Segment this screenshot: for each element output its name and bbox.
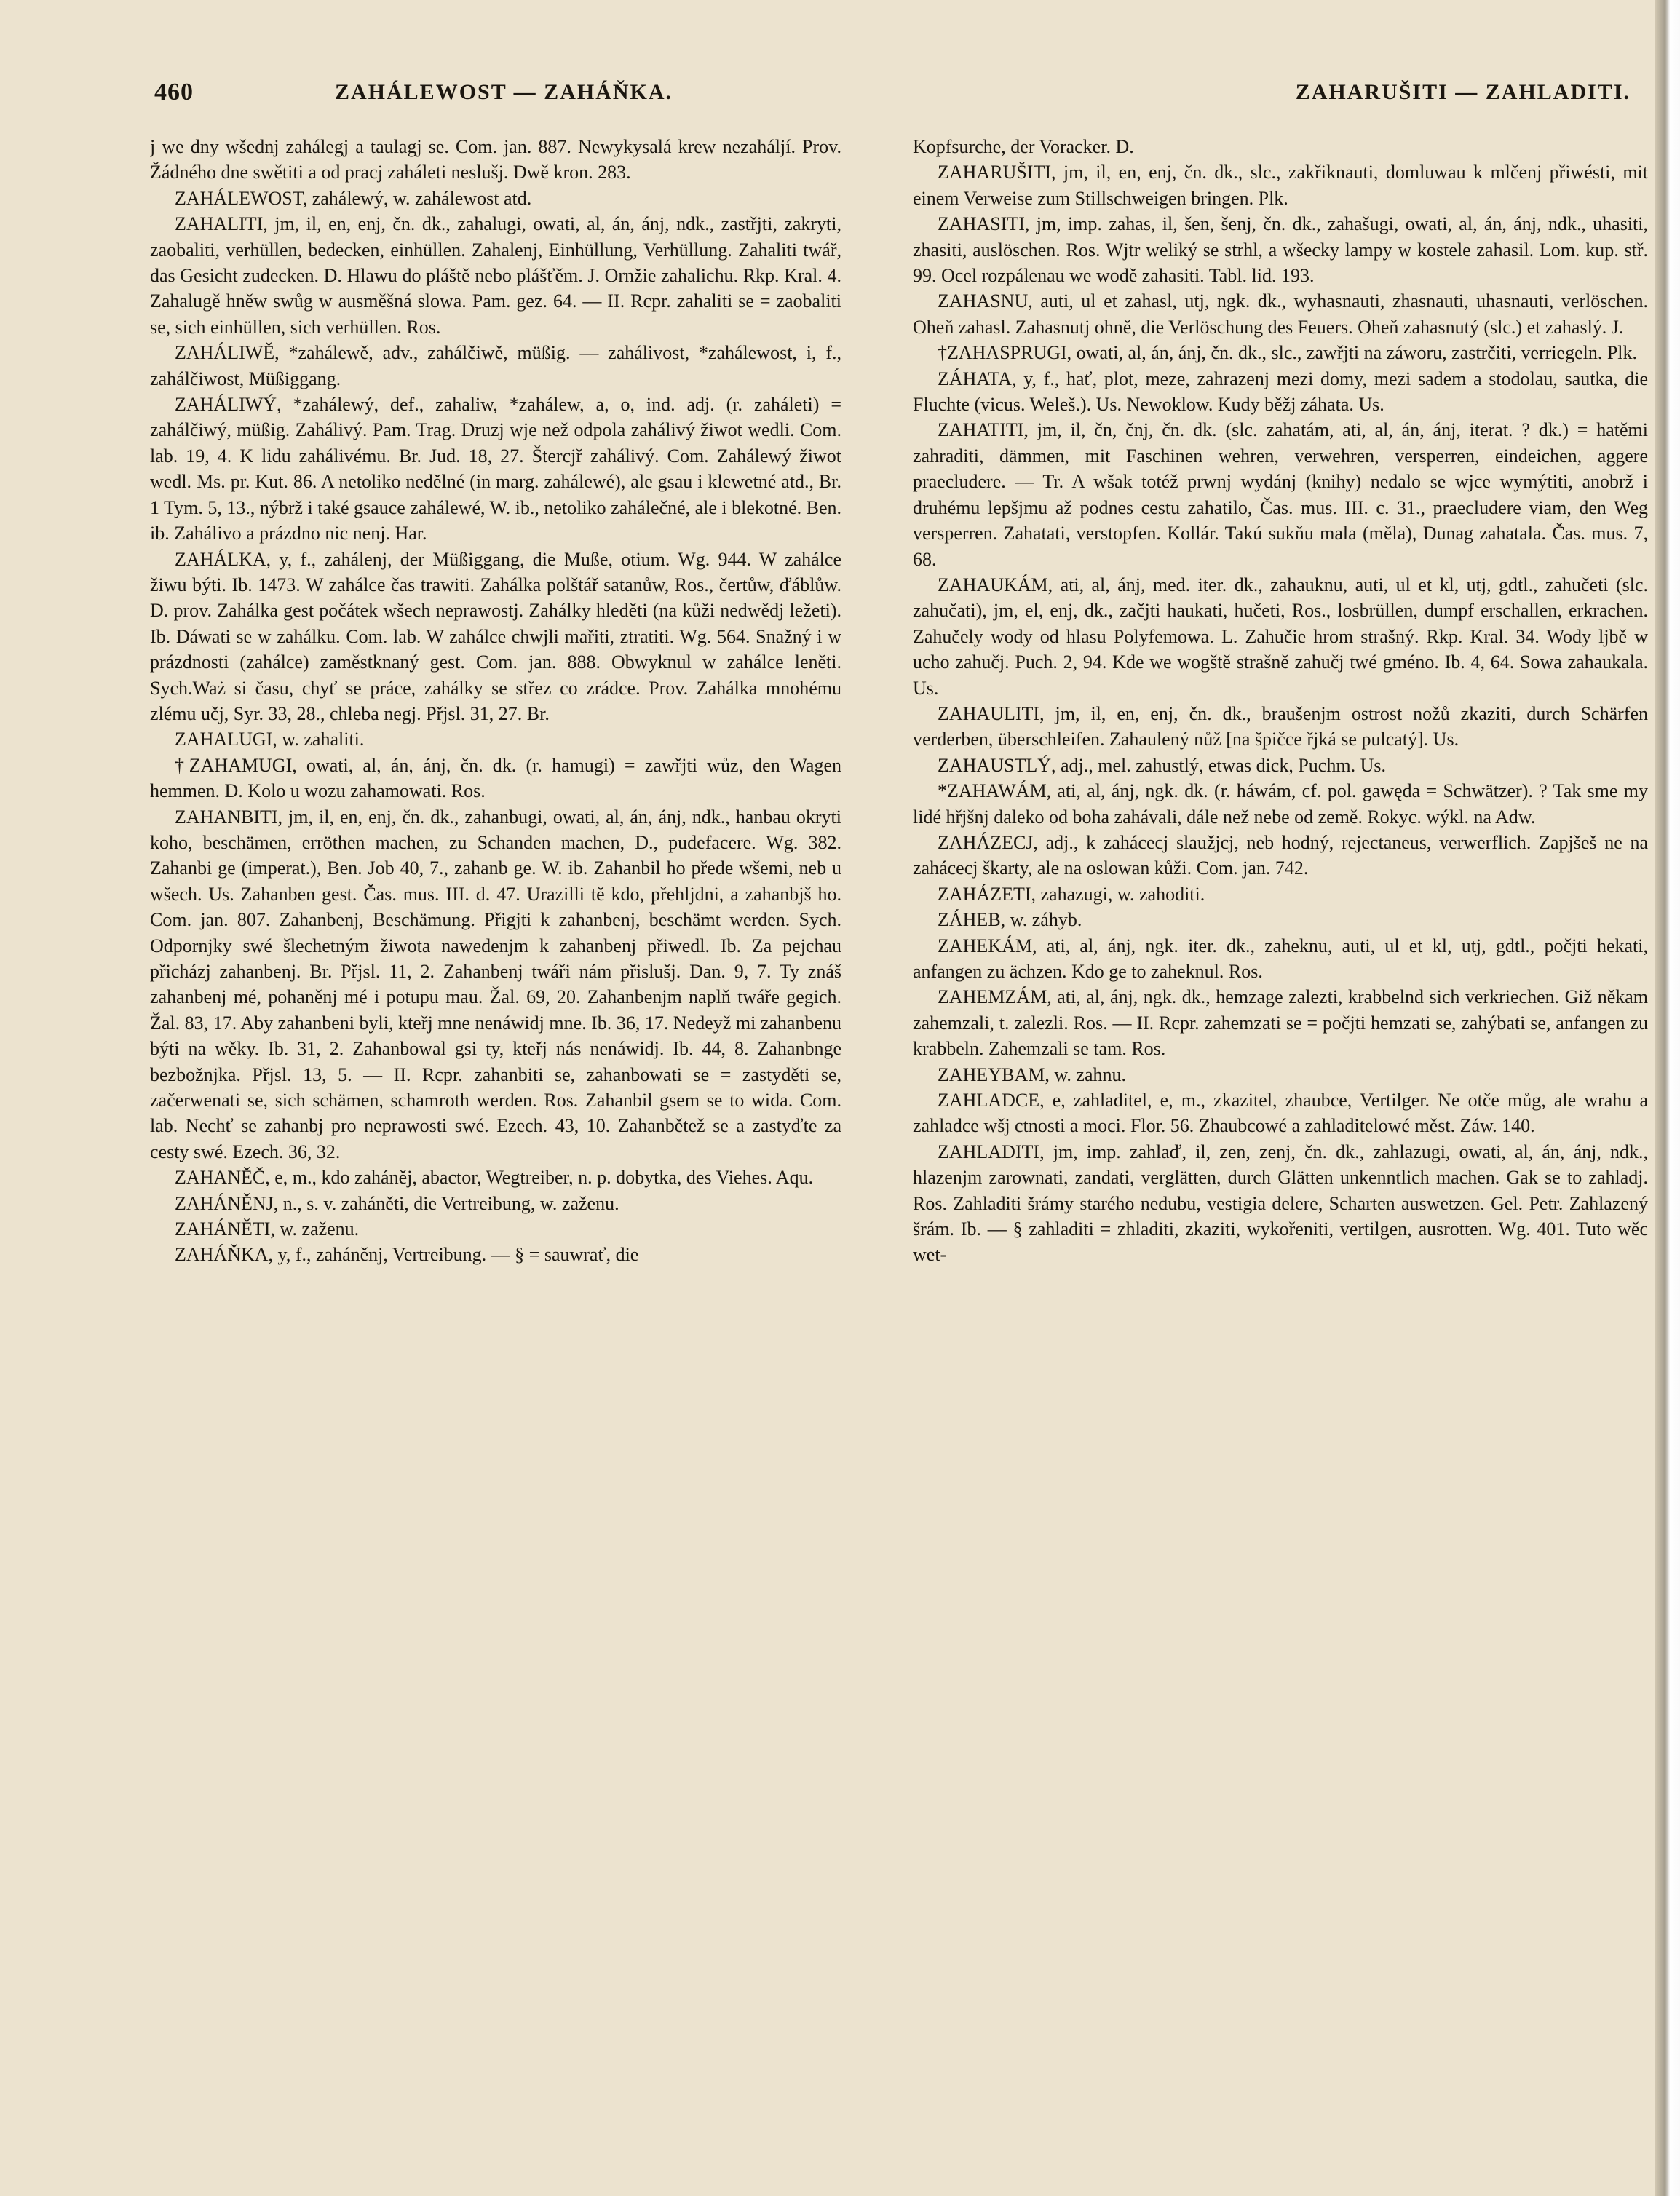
entry-zahaliti: ZAHALITI, jm, il, en, enj, čn. dk., zahalugi, owati, al, án, ánj, ndk., zastřjti, zakryti, zaobaliti, verhüllen, bedecken, einhüllen. Zahalenj, Einhüllung, Verhüllung. Zahaliti twář, das Gesicht zudecken. D. Hlawu do pláště nebo plášťěm. J. Ornžie zahalichu. Rkp. Kral. 4. Zahalugě hněw swůg w ausměšná slowa. Pam. gez. 64. — II. Rcpr. zahaliti se = zaobaliti se, sich einhüllen, sich verhüllen. Ros.: [150, 213, 841, 338]
left-running-head: ZAHÁLEWOST — ZAHÁŇKA.: [335, 80, 673, 104]
entry-zahaliwe: ZAHÁLIWĚ, *zahálewě, adv., zahálčiwě, müßig. — zahálivost, *zahálewost, i, f., zahálčiwost, Müßiggang.: [150, 342, 841, 389]
entry-zaharusiti: ZAHARUŠITI, jm, il, en, enj, čn. dk., slc., zakřiknauti, domluwau k mlčenj přiwésti, mit einem Verweise zum Stillschweigen bringen. Plk.: [913, 162, 1648, 209]
entry-zahaneti: ZAHÁNĚTI, w. zaženu.: [175, 1218, 360, 1240]
entry-zahazeti: ZAHÁZETI, zahazugi, w. zahoditi.: [938, 883, 1205, 905]
entry-zahasprugi: †ZAHASPRUGI, owati, al, án, ánj, čn. dk., slc., zawřjti na záworu, zastrčiti, verriegeln. Plk.: [938, 342, 1638, 364]
entry-zahauliti: ZAHAULITI, jm, il, en, enj, čn. dk., braušenjm ostrost nožů zkaziti, durch Schärfen verderben, überschleifen. Zahaulený nůž [na špičce řjká se pulcatý]. Us.: [913, 702, 1648, 750]
right-column: [913, 134, 1648, 2136]
entry-zaheybam: ZAHEYBAM, w. zahnu.: [938, 1063, 1126, 1085]
entry-zahata: ZÁHATA, y, f., hať, plot, meze, zahrazenj mezi domy, mezi sadem a stodolau, sautka, die Fluchte (vicus. Weleš.). Us. Newoklow. Kudy běžj záhata. Us.: [913, 368, 1648, 416]
entry-zahanec: ZAHANĚČ, e, m., kdo zaháněj, abactor, Wegtreiber, n. p. dobytka, des Viehes. Aqu.: [175, 1167, 814, 1189]
entry-zahalugi: ZAHALUGI, w. zahaliti.: [175, 729, 365, 750]
entry-zahaneni: ZAHÁNĚNJ, n., s. v. zaháněti, die Vertreibung, w. zaženu.: [175, 1192, 619, 1214]
page-number: 460: [154, 79, 194, 106]
entry-zahladiti: ZAHLADITI, jm, imp. zahlaď, il, zen, zenj, čn. dk., zahlazugi, owati, al, án, ánj, ndk., hlazenjm zarownati, zandati, verglätten, durch Glätten unkenntlich machen. Gak se to zahladj. Ros. Zahladiti šrámy starého nedubu, vestigia delere, Scharten auswetzen. Gel. Petr. Zahlazený šrám. Ib. — § zahladiti = zhladiti, zkaziti, wykořeniti, vertilgen, ausrotten. Wg. 401. Tuto wěc wet-: [913, 1141, 1648, 1266]
entry-zahaukam: ZAHAUKÁM, ati, al, ánj, med. iter. dk., zahauknu, auti, ul et kl, utj, gdtl., zahučeti (slc. zahučati), jm, el, enj, dk., začjti haukati, hučeti, Ros., losbrüllen, dumpf erschallen, erkrachen. Zahučely wody od hlasu Polyfemowa. L. Zahučie hrom strašný. Rkp. Kral. 34. Wody ljbě w ucho zahučj. Puch. 2, 94. Kde we wogště strašně zahučj twé gméno. Ib. 4, 64. Sowa zahaukala. Us.: [913, 574, 1648, 699]
entry-zahatiti: ZAHATITI, jm, il, čn, čnj, čn. dk. (slc. zahatám, ati, al, án, ánj, iterat. ? dk.) = hatěmi zahraditi, dämmen, mit Faschinen wehren, verwehren, versperren, eindeichen, aggere praecludere. — Tr. A wšak totéž prwnj wydánj (knihy) nedalo se wjce wymýtiti, anobrž i druhému lepšjmu až podnes cestu zahatilo, Čas. mus. III. c. 31., praecludere viam, den Weg versperren. Zahatati, verstopfen. Kollár. Takú sukňu mala (měla), Dunag zahatala. Čas. mus. 7, 68.: [913, 419, 1648, 570]
entry-zahawam: *ZAHAWÁM, ati, al, ánj, ngk. dk. (r. háwám, cf. pol. gawęda = Schwätzer). ? Tak sme my lidé hřjšnj daleko od boha zahávali, dále než nebe od země. Rokyc. wýkl. na Adw.: [913, 780, 1648, 828]
entry-zahekam: ZAHEKÁM, ati, al, ánj, ngk. iter. dk., zaheknu, auti, ul et kl, utj, gdtl., počjti hekati, anfangen zu ächzen. Kdo ge to zaheknul. Ros.: [913, 935, 1648, 982]
right-running-head: ZAHARUŠITI — ZAHLADITI.: [1295, 80, 1631, 104]
entry-continued: Kopfsurche, der Voracker. D.: [913, 136, 1134, 157]
entry-zaheb: ZÁHEB, w. záhyb.: [938, 909, 1082, 931]
entry-zahanka: ZAHÁŇKA, y, f., zaháněnj, Vertreibung. — § = sauwrať, die: [175, 1244, 639, 1266]
entry-zahaliwy: ZAHÁLIWÝ, *zahálewý, def., zahaliw, *zahálew, a, o, ind. adj. (r. zaháleti) = zahálčiwý, müßig. Zahálivý. Pam. Trag. Druzj wje než odpola zahálivý žiwot wedli. Com. lab. 19, 4. K lidu zahálivému. Br. Jud. 18, 27. Štercjř zahálivý. Com. Zahálewý žiwot wedl. Ms. pr. Kut. 86. A netoliko nedělné (in marg. zahálewé), ale gsau i klewetné atd., Br. 1 Tym. 5, 13., nýbrž i také gsauce zahálewé, W. ib., netoliko zahálečné, ale i blekotné. Ben. ib. Zahálivo a prázdno nic nenj. Har.: [150, 394, 841, 544]
entry-zahalewost: ZAHÁLEWOST, zahálewý, w. zahálewost atd.: [175, 187, 532, 209]
entry-zahanbiti: ZAHANBITI, jm, il, en, enj, čn. dk., zahanbugi, owati, al, án, ánj, ndk., hanbau okryti koho, beschämen, erröthen machen, zu Schanden machen, D., pudefacere. Wg. 382. Zahanbi ge (imperat.), Ben. Job 40, 7., zahanb ge. W. ib. Zahanbil ho přede wšemi, neb u wšech. Us. Zahanben gest. Čas. mus. III. d. 47. Urazilli tě kdo, přehljdni, a zahanbjš ho. Com. jan. 807. Zahanbenj, Beschämung. Přigjti k zahanbenj, beschämt werden. Sych. Odpornjky swé šlechetným žiwota nawedenjm k zahanbenj přiwedl. Ib. Za pejchau přicházj zahanbenj. Br. Přjsl. 11, 2. Zahanbenj twáři nám přislušj. Dan. 9, 7. Ty znáš zahanbenj mé, pohaněnj mé i potupu mau. Žal. 69, 20. Zahanbenjm naplň twáře gegich. Žal. 83, 17. Aby zahanbeni byli, kteřj mne nenáwidj mne. Ib. 36, 17. Nedeyž mi zahanbenu býti na wěky. Ib. 31, 2. Zahanbowal gsi ty, kteřj nás nenáwidj. Ib. 44, 8. Zahanbnge bezbožnjka. Přjsl. 13, 5. — II. Rcpr. zahanbiti se, zahanbowati se = zastyděti se, začerwenati se, sich schämen, schamroth werden. Ros. Zahanbil gsem se to wida. Com. lab. Nechť se zahanbj pro neprawosti swé. Ezech. 43, 10. Zahanbětež se a zastyďte za cesty swé. Ezech. 36, 32.: [150, 806, 841, 1162]
entry-zahaustly: ZAHAUSTLÝ, adj., mel. zahustlý, etwas dick, Puchm. Us.: [938, 754, 1386, 776]
entry-zahazeci: ZAHÁZECJ, adj., k zahácecj slaužjcj, neb hodný, rejectaneus, verwerflich. Zapjšeš ne na zahácecj škarty, ale na oslowan kůži. Com. jan. 742.: [913, 831, 1648, 879]
page-edge: [1655, 0, 1680, 2196]
entry-zahemzam: ZAHEMZÁM, ati, al, ánj, ngk. dk., hemzage zalezti, krabbelnd sich verkriechen. Giž někam zahemzali, t. zalezli. Ros. — II. Rcpr. zahemzati se = počjti hemzati se, zahýbati se, anfangen zu krabbeln. Zahemzali se tam. Ros.: [913, 986, 1648, 1060]
entry-zahasiti: ZAHASITI, jm, imp. zahas, il, šen, šenj, čn. dk., zahašugi, owati, al, án, ánj, ndk., uhasiti, zhasiti, auslöschen. Ros. Wjtr weliký se strhl, a wšecky lampy w kostele zahasil. Lom. kup. stř. 99. Ocel rozpálenau we wodě zahasiti. Tabl. lid. 193.: [913, 213, 1648, 287]
entry-zahalka: ZAHÁLKA, y, f., zahálenj, der Müßiggang, die Muße, otium. Wg. 944. W zahálce žiwu býti. Ib. 1473. W zahálce čas trawiti. Zahálka polštář satanůw, Ros., čertůw, ďáblůw. D. prov. Zahálka gest počátek wšech neprawostj. Zahálky hleděti (na kůži nedwědj ležeti). Ib. Dáwati se w zahálku. Com. lab. W zahálce chwjli mařiti, ztratiti. Wg. 564. Snažný i w prázdnosti (zahálce) zaměstknaný gest. Com. jan. 888. Obwyknul w zahálce leněti. Sych.Waż si času, chyť se práce, zahálky se střez co zrádce. Prov. Zahálka mnohému zlému učj, Syr. 33, 28., chleba negj. Přjsl. 31, 27. Br.: [150, 548, 841, 724]
entry-continued: j we dny wšednj zahálegj a taulagj se. Com. jan. 887. Newykysalá krew nezaháljí. Prov. Žádného dne swětiti a od pracj zaháleti neslušj. Dwě kron. 283.: [150, 136, 841, 183]
left-column: [150, 134, 841, 2136]
page-header: [146, 79, 1631, 119]
entry-zahamugi: †ZAHAMUGI, owati, al, án, ánj, čn. dk. (r. hamugi) = zawřjti wůz, den Wagen hemmen. D. Kolo u wozu zahamowati. Ros.: [150, 754, 841, 802]
entry-zahladce: ZAHLADCE, e, zahladitel, e, m., zkazitel, zhaubce, Vertilger. Ne otče můg, ale wrahu a zahladce wšj ctnosti a moci. Flor. 56. Zhaubcowé a zahladitelowé měst. Záw. 140.: [913, 1090, 1648, 1137]
entry-zahasnu: ZAHASNU, auti, ul et zahasl, utj, ngk. dk., wyhasnauti, zhasnauti, uhasnauti, verlöschen. Oheň zahasl. Zahasnutj ohně, die Verlöschung des Feuers. Oheň zahasnutý (slc.) et zahaslý. J.: [913, 290, 1648, 338]
